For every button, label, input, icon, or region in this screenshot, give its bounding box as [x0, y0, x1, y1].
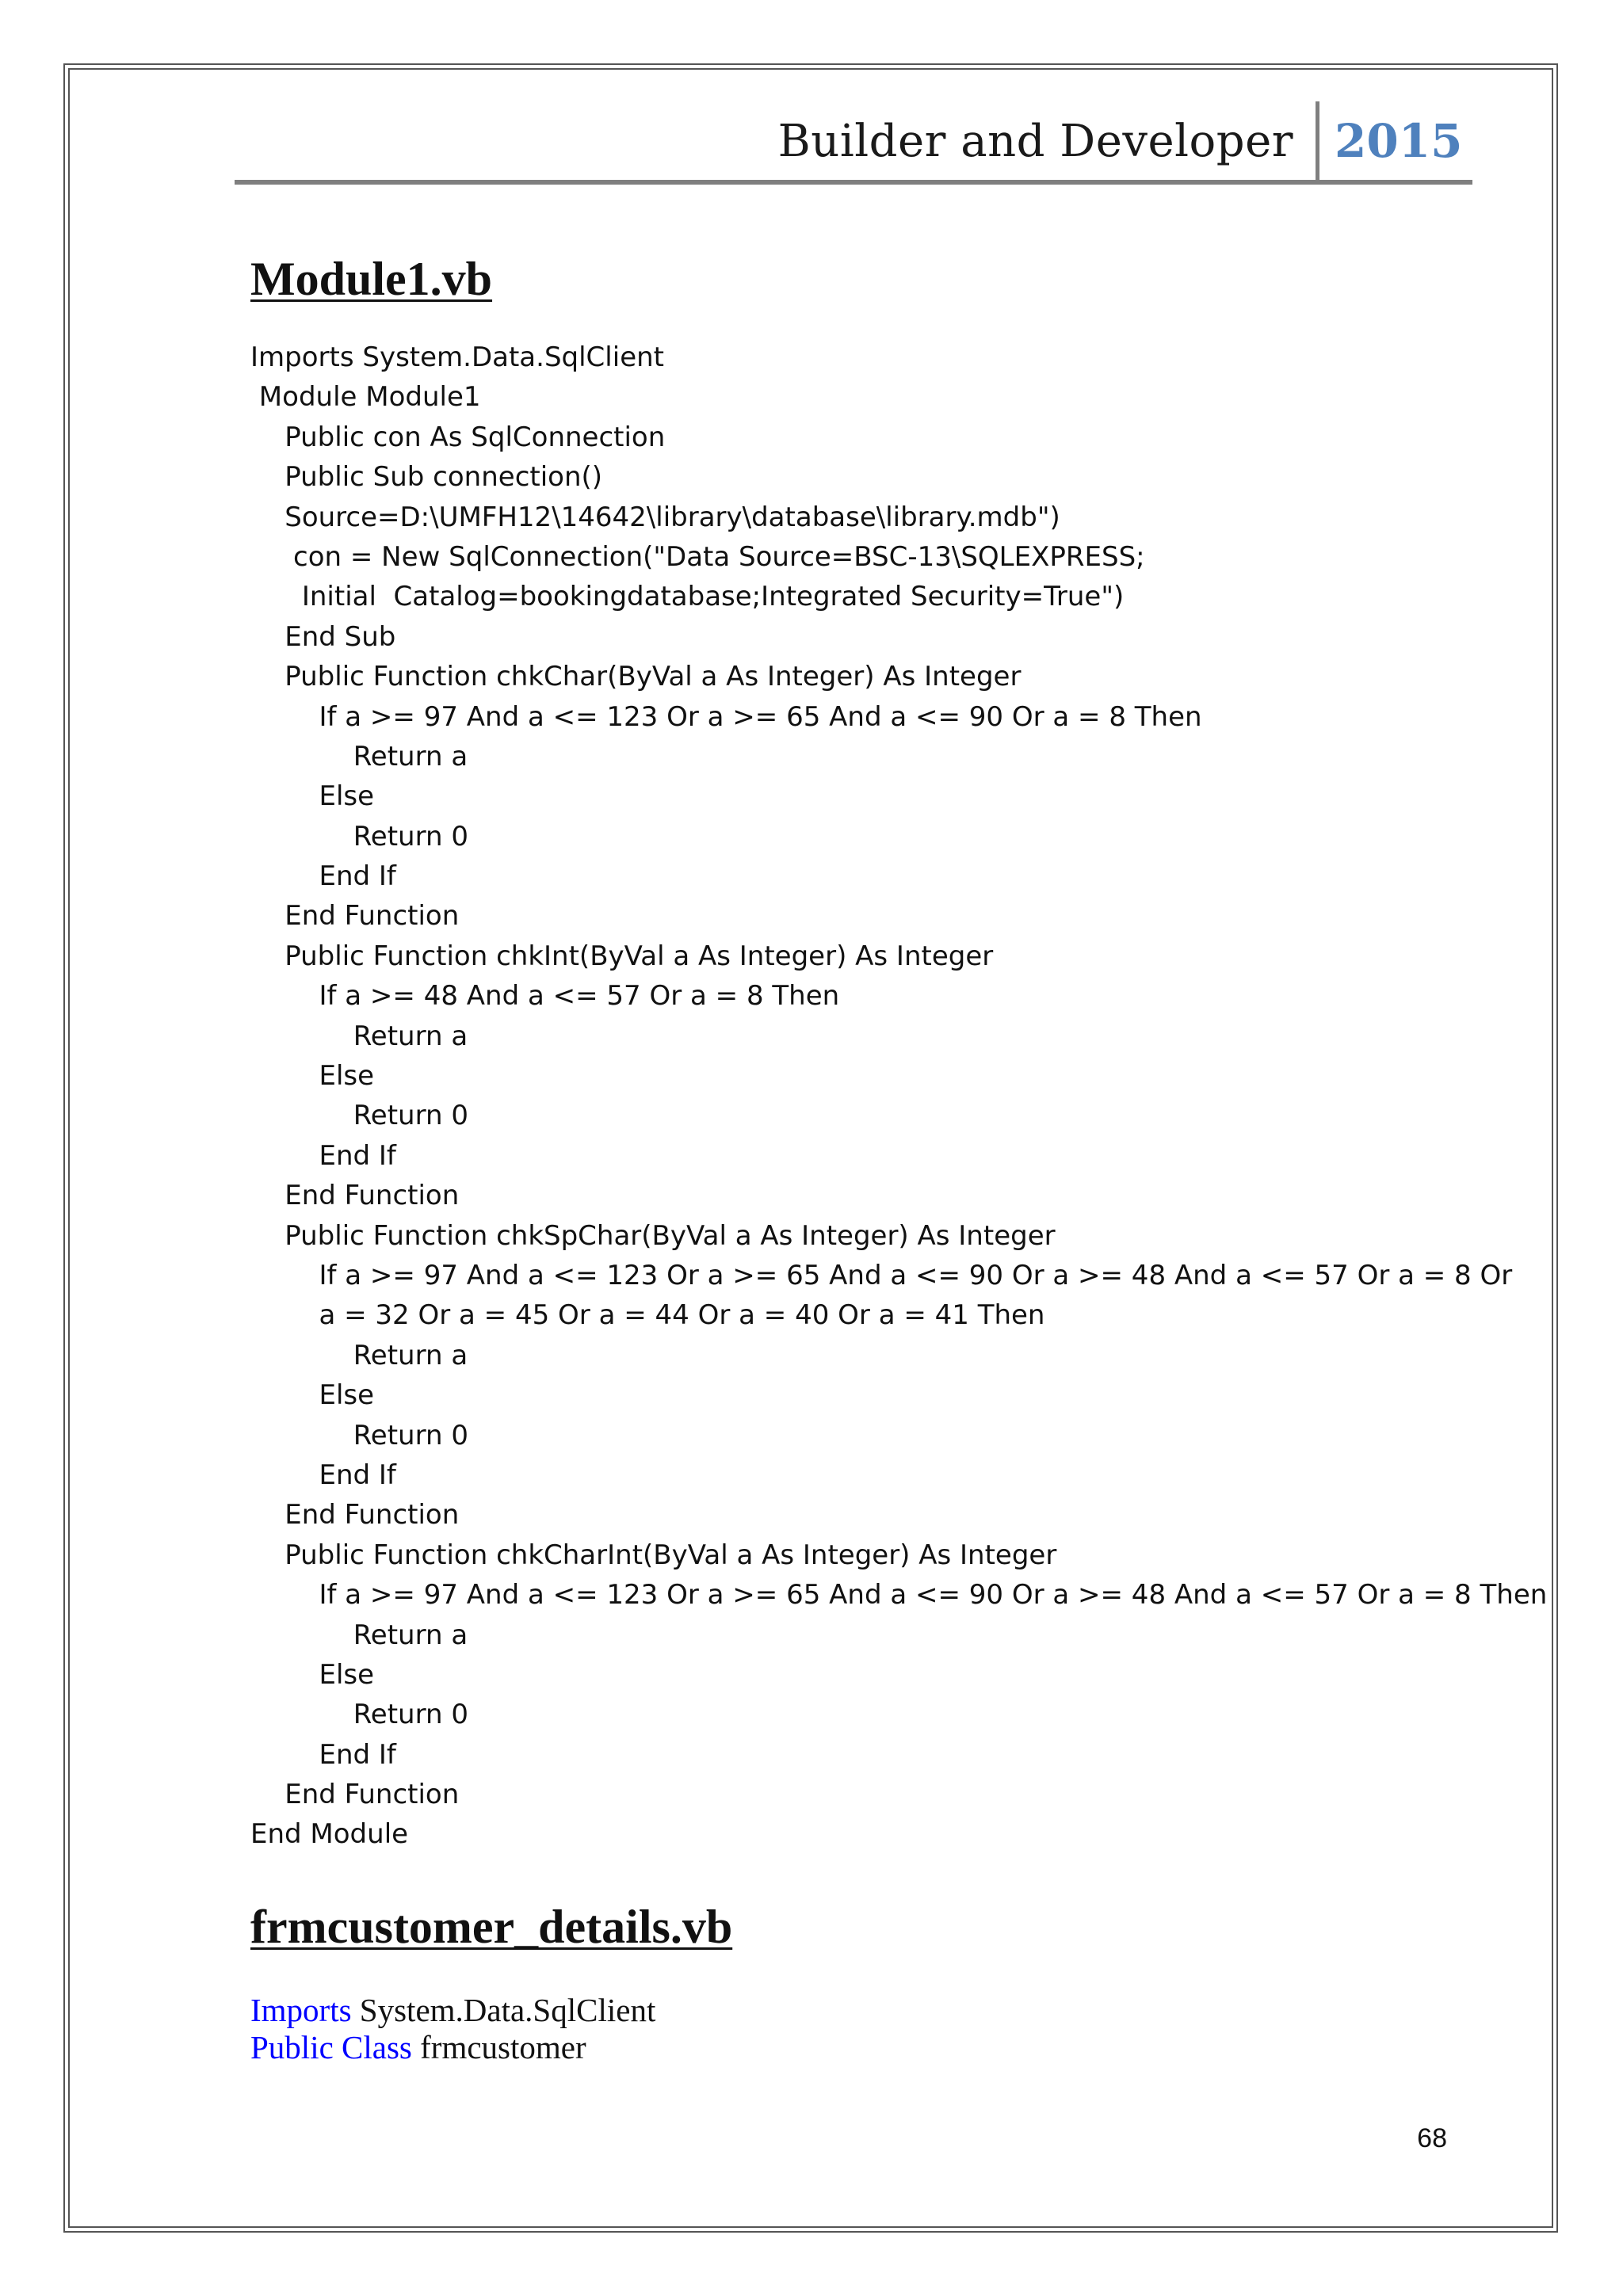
code-line: End Function: [250, 1499, 460, 1531]
code-line: Public Function chkCharInt(ByVal a As Integer) As Integer: [250, 1539, 1057, 1571]
code-line: Return 0: [250, 820, 468, 852]
header-title: Builder and Developer: [777, 116, 1293, 167]
code-line: Return a: [250, 1020, 468, 1052]
header-year: 2015: [1335, 114, 1463, 168]
code-line: Public Function chkChar(ByVal a As Integer) As Integer: [250, 661, 1022, 693]
header-divider: [1316, 101, 1319, 182]
code-line: Initial Catalog=bookingdatabase;Integrated Security=True"): [250, 581, 1125, 613]
code-line: Public Function chkSpChar(ByVal a As Integer) As Integer: [250, 1219, 1056, 1252]
code-text: frmcustomer: [411, 2029, 586, 2065]
code-line: Return 0: [250, 1419, 468, 1451]
code-line: Source=D:\UMFH12\14642\library\database\library.mdb"): [250, 501, 1060, 533]
code-line: a = 32 Or a = 45 Or a = 44 Or a = 40 Or a = 41 Then: [250, 1299, 1045, 1332]
code-line: Module Module1: [250, 381, 481, 414]
section-heading-module1: Module1.vb: [250, 253, 493, 305]
code-line: End Function: [250, 900, 460, 933]
code-line: Return a: [250, 1619, 468, 1651]
code-keyword: Imports: [250, 1992, 352, 2028]
code-line: Else: [250, 1060, 375, 1093]
code-line: Else: [250, 780, 375, 813]
code-line: Return 0: [250, 1699, 468, 1731]
code-line: Public Sub connection(): [250, 461, 603, 494]
code-line: If a >= 97 And a <= 123 Or a >= 65 And a <= 90 Or a >= 48 And a <= 57 Or a = 8 Or: [250, 1259, 1513, 1291]
header-rule: [235, 180, 1472, 185]
code-line: End If: [250, 1139, 396, 1172]
code-line: [250, 1992, 655, 2029]
code-line: End If: [250, 1459, 396, 1491]
code-line: End If: [250, 860, 396, 893]
code-line: End Module: [250, 1818, 409, 1851]
code-line: End Function: [250, 1779, 460, 1811]
page-number: 68: [1417, 2123, 1447, 2153]
code-line: Public con As SqlConnection: [250, 421, 666, 453]
code-line: [250, 2029, 655, 2066]
code-line: If a >= 97 And a <= 123 Or a >= 65 And a <= 90 Or a = 8 Then: [250, 700, 1202, 733]
code-line: Else: [250, 1658, 375, 1691]
frmcustomer-code-block: [250, 1992, 655, 2066]
module1-code-block: [250, 338, 1547, 1855]
code-line: End Sub: [250, 620, 396, 653]
code-keyword: Public Class: [250, 2029, 412, 2065]
code-line: Return a: [250, 740, 468, 772]
code-line: Return 0: [250, 1100, 468, 1132]
section-heading-frmcustomer: frmcustomer_details.vb: [250, 1901, 733, 1953]
code-line: Imports System.Data.SqlClient: [250, 341, 664, 373]
code-line: End If: [250, 1738, 396, 1771]
code-line: con = New SqlConnection("Data Source=BSC-13\SQLEXPRESS;: [250, 540, 1145, 573]
code-line: If a >= 48 And a <= 57 Or a = 8 Then: [250, 980, 840, 1013]
code-line: Else: [250, 1379, 375, 1412]
page-header: [235, 101, 1472, 184]
code-text: System.Data.SqlClient: [351, 1992, 656, 2028]
code-line: Return a: [250, 1339, 468, 1371]
code-line: End Function: [250, 1180, 460, 1212]
code-line: Public Function chkInt(ByVal a As Integer) As Integer: [250, 940, 994, 972]
code-line: If a >= 97 And a <= 123 Or a >= 65 And a <= 90 Or a >= 48 And a <= 57 Or a = 8 Then: [250, 1579, 1548, 1611]
